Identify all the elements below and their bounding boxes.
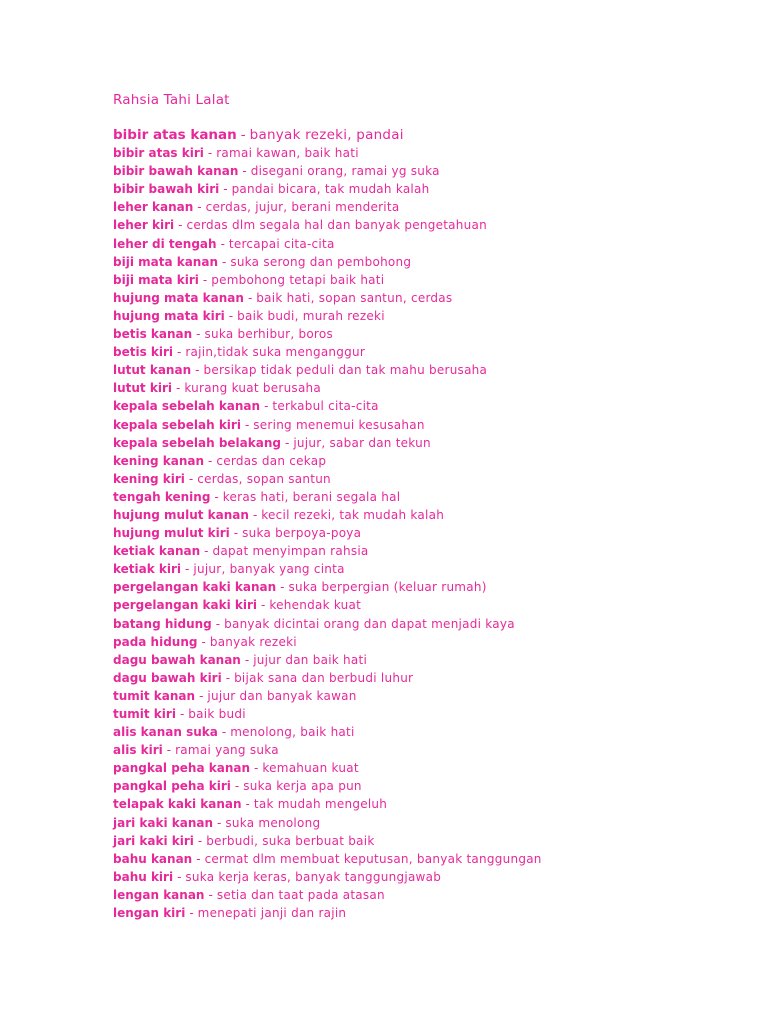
entry-key: pergelangan kaki kiri — [113, 598, 258, 613]
entry-key: bahu kanan — [113, 851, 193, 866]
entry-key: kepala sebelah belakang — [113, 435, 281, 450]
entry-value: bijak sana dan berbudi luhur — [234, 670, 414, 685]
list-item — [113, 524, 542, 542]
entry-value: disegani orang, ramai yg suka — [250, 164, 440, 179]
entry-key: kepala sebelah kanan — [113, 399, 261, 414]
entry-value: suka berpoya-poya — [242, 526, 362, 541]
list-item — [113, 488, 542, 506]
entry-key: bibir bawah kanan — [113, 164, 239, 179]
entry-separator: - — [221, 254, 227, 269]
entry-value: suka kerja apa pun — [243, 779, 362, 794]
entry-key: hujung mata kanan — [113, 290, 244, 305]
list-item — [113, 343, 542, 361]
entry-key: lutut kanan — [113, 363, 192, 378]
entry-separator: - — [234, 779, 240, 794]
entry-separator: - — [208, 453, 213, 468]
entry-key: pergelangan kaki kanan — [113, 580, 277, 595]
entry-value: pandai bicara, tak mudah kalah — [231, 182, 430, 197]
entry-value: banyak rezeki — [209, 634, 297, 649]
entry-separator: - — [166, 743, 172, 758]
entry-value: banyak rezeki, pandai — [249, 127, 404, 143]
entry-separator: - — [261, 598, 266, 613]
document-title: Rahsia Tahi Lalat — [113, 92, 230, 108]
entry-value: baik budi — [188, 707, 246, 721]
list-item — [113, 325, 542, 343]
list-item — [113, 759, 542, 777]
entry-separator: - — [177, 869, 182, 884]
entry-separator: - — [228, 308, 234, 323]
entry-value: cermat dlm membuat keputusan, banyak tanggungan — [204, 851, 542, 866]
entry-key: ketiak kanan — [113, 544, 201, 559]
entry-key: leher di tengah — [113, 236, 217, 251]
entry-separator: - — [254, 761, 259, 776]
entry-separator: - — [175, 381, 181, 396]
entry-value: pembohong tetapi baik hati — [211, 272, 385, 287]
entry-separator: - — [185, 562, 190, 577]
list-item — [113, 180, 542, 198]
entry-separator: - — [284, 435, 290, 450]
entry-value: suka menolong — [225, 815, 321, 830]
entry-value: kemahuan kuat — [262, 761, 359, 776]
entry-separator: - — [202, 272, 208, 287]
entry-separator: - — [195, 363, 200, 378]
entry-separator: - — [242, 164, 247, 179]
entry-key: biji mata kiri — [113, 272, 199, 287]
entry-value: suka berpergian (keluar rumah) — [288, 580, 487, 595]
entry-value: jujur dan banyak kawan — [207, 688, 357, 703]
entry-value: cerdas dlm segala hal dan banyak pengetahuan — [186, 218, 487, 233]
entry-separator: - — [240, 127, 246, 143]
list-item — [113, 741, 542, 759]
entry-key: hujung mulut kiri — [113, 526, 230, 541]
entry-key: lengan kanan — [113, 887, 205, 902]
entry-value: cerdas, jujur, berani menderita — [205, 200, 400, 215]
entry-key: jari kaki kiri — [113, 833, 194, 848]
entry-list — [113, 126, 542, 922]
entry-separator: - — [177, 345, 182, 360]
entry-value: suka serong dan pembohong — [230, 254, 412, 269]
list-item — [113, 832, 542, 850]
entry-value: sering menemui kesusahan — [253, 417, 425, 432]
entry-value: cerdas, sopan santun — [197, 471, 331, 486]
list-item — [113, 506, 542, 524]
entry-key: leher kanan — [113, 200, 194, 215]
entry-separator: - — [245, 797, 250, 812]
entry-key: pada hidung — [113, 634, 198, 649]
entry-key: bibir atas kiri — [113, 146, 204, 161]
entry-separator: - — [196, 851, 201, 866]
entry-value: kurang kuat berusaha — [184, 381, 321, 396]
entry-key: tengah kening — [113, 489, 211, 504]
entry-value: setia dan taat pada atasan — [216, 887, 385, 902]
entry-value: dapat menyimpan rahsia — [212, 544, 369, 559]
entry-key: bahu kiri — [113, 869, 174, 884]
list-item — [113, 253, 542, 271]
entry-key: betis kiri — [113, 345, 174, 360]
entry-value: tercapai cita-cita — [228, 236, 335, 251]
list-item — [113, 434, 542, 452]
entry-key: lengan kiri — [113, 906, 186, 921]
list-item — [113, 850, 542, 868]
entry-key: telapak kaki kanan — [113, 797, 242, 812]
entry-value: rajin,tidak suka menganggur — [185, 345, 366, 360]
entry-separator: - — [252, 507, 258, 522]
entry-key: alis kiri — [113, 743, 163, 758]
entry-separator: - — [223, 182, 228, 197]
entry-separator: - — [280, 580, 285, 595]
entry-separator: - — [189, 906, 194, 921]
list-item — [113, 578, 542, 596]
entry-value: kehendak kuat — [269, 598, 362, 613]
entry-value: jujur dan baik hati — [253, 652, 368, 667]
entry-key: hujung mata kiri — [113, 308, 225, 323]
entry-separator: - — [244, 417, 250, 432]
list-item — [113, 723, 542, 741]
entry-separator: - — [196, 327, 201, 342]
entry-key: kepala sebelah kiri — [113, 417, 241, 432]
list-item — [113, 470, 542, 488]
entry-separator: - — [197, 833, 203, 848]
entry-value: ramai yang suka — [175, 743, 279, 758]
entry-value: suka berhibur, boros — [204, 327, 333, 342]
entry-key: hujung mulut kanan — [113, 507, 249, 522]
list-item — [113, 705, 542, 723]
entry-separator: - — [208, 887, 213, 902]
list-item — [113, 307, 542, 325]
entry-key: tumit kanan — [113, 688, 196, 703]
list-item — [113, 814, 542, 832]
entry-value: banyak dicintai orang dan dapat menjadi kaya — [224, 616, 515, 631]
list-item — [113, 198, 542, 216]
list-item — [113, 560, 542, 578]
entry-key: kening kanan — [113, 453, 205, 468]
entry-value: cerdas dan cekap — [216, 453, 327, 468]
entry-separator: - — [178, 218, 183, 233]
list-item — [113, 868, 542, 886]
entry-key: lutut kiri — [113, 381, 172, 396]
entry-key: jari kaki kanan — [113, 815, 214, 830]
entry-value: terkabul cita-cita — [272, 399, 379, 414]
list-item — [113, 452, 542, 470]
entry-value: ramai kawan, baik hati — [216, 146, 359, 161]
list-item — [113, 596, 542, 614]
list-item — [113, 886, 542, 904]
entry-separator: - — [204, 544, 209, 559]
entry-separator: - — [264, 399, 269, 414]
list-item — [113, 162, 542, 180]
list-item — [113, 216, 542, 234]
entry-key: dagu bawah kanan — [113, 652, 241, 667]
list-item — [113, 687, 542, 705]
entry-value: kecil rezeki, tak mudah kalah — [261, 507, 445, 522]
entry-key: ketiak kiri — [113, 562, 182, 577]
entry-key: bibir bawah kiri — [113, 182, 220, 197]
entry-separator: - — [247, 290, 253, 305]
entry-separator: - — [179, 707, 185, 721]
entry-separator: - — [217, 815, 222, 830]
entry-key: alis kanan suka — [113, 725, 218, 740]
entry-value: baik hati, sopan santun, cerdas — [256, 290, 453, 305]
list-item — [113, 416, 542, 434]
entry-separator: - — [197, 200, 202, 215]
entry-value: jujur, sabar dan tekun — [293, 435, 431, 450]
entry-key: betis kanan — [113, 327, 193, 342]
entry-key: pangkal peha kanan — [113, 761, 250, 776]
entry-separator: - — [225, 670, 231, 685]
list-item — [113, 397, 542, 415]
list-item — [113, 777, 542, 795]
entry-value: menolong, baik hati — [230, 725, 355, 740]
entry-key: bibir atas kanan — [113, 127, 237, 143]
entry-value: menepati janji dan rajin — [197, 906, 347, 921]
entry-key: dagu bawah kiri — [113, 670, 222, 685]
entry-separator: - — [215, 616, 221, 631]
list-item — [113, 795, 542, 813]
entry-separator: - — [244, 652, 250, 667]
entry-separator: - — [214, 489, 219, 504]
list-item — [113, 289, 542, 307]
entry-separator: - — [220, 236, 225, 251]
entry-separator: - — [233, 526, 239, 541]
entry-value: jujur, banyak yang cinta — [193, 562, 345, 577]
entry-separator: - — [201, 634, 206, 649]
entry-value: baik budi, murah rezeki — [237, 308, 385, 323]
entry-value: berbudi, suka berbuat baik — [206, 833, 375, 848]
entry-key: kening kiri — [113, 471, 185, 486]
list-item — [113, 379, 542, 397]
entry-key: leher kiri — [113, 218, 175, 233]
list-item — [113, 542, 542, 560]
list-item — [113, 144, 542, 162]
list-item — [113, 904, 542, 922]
list-item — [113, 235, 542, 253]
list-item — [113, 633, 542, 651]
entry-key: batang hidung — [113, 616, 212, 631]
list-item — [113, 615, 542, 633]
entry-value: bersikap tidak peduli dan tak mahu berusaha — [203, 363, 488, 378]
entry-value: tak mudah mengeluh — [253, 797, 388, 812]
entry-value: suka kerja keras, banyak tanggungjawab — [185, 869, 442, 884]
list-item — [113, 126, 542, 144]
list-item — [113, 651, 542, 669]
entry-separator: - — [221, 725, 227, 740]
entry-value: keras hati, berani segala hal — [222, 489, 401, 504]
entry-key: tumit kiri — [113, 707, 176, 721]
list-item — [113, 271, 542, 289]
entry-separator: - — [199, 688, 204, 703]
list-item — [113, 669, 542, 687]
entry-key: biji mata kanan — [113, 254, 218, 269]
entry-separator: - — [207, 146, 213, 161]
entry-separator: - — [188, 471, 194, 486]
list-item — [113, 361, 542, 379]
entry-key: pangkal peha kiri — [113, 779, 231, 794]
